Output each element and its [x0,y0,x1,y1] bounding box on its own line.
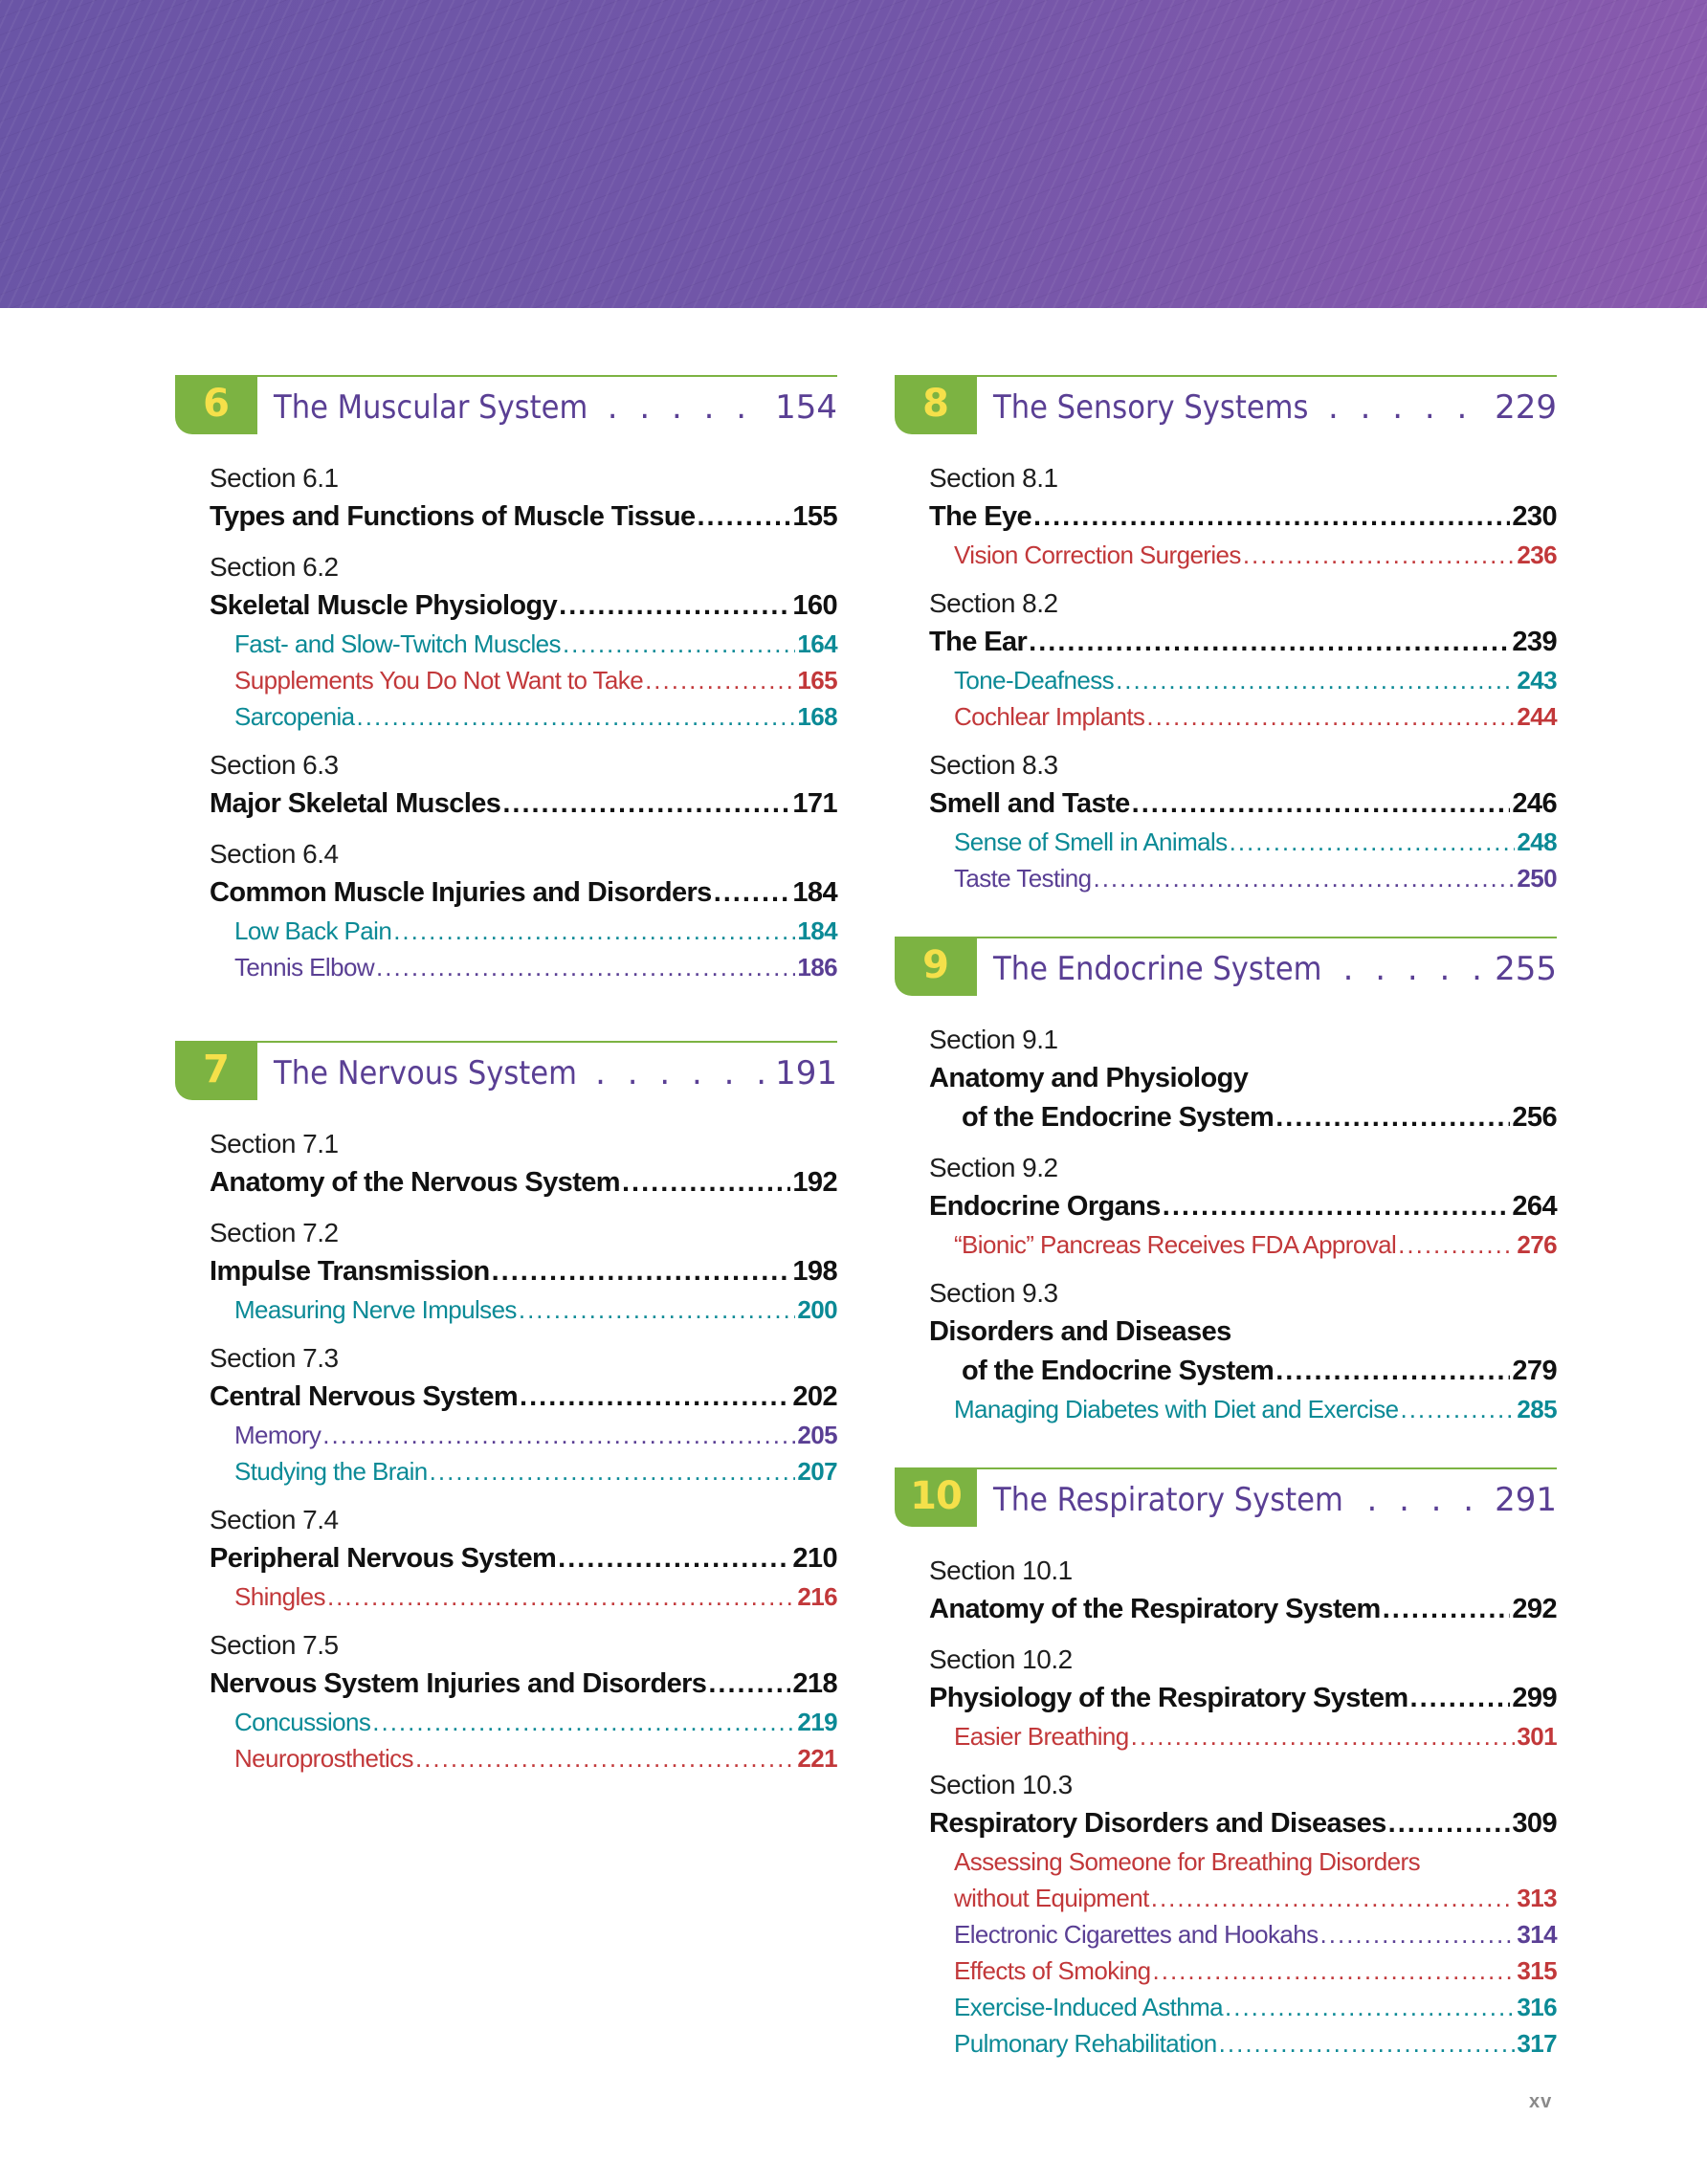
feature-row[interactable] [210,1578,837,1615]
dot-leader [376,949,795,985]
section-title[interactable]: Physiology of the Respiratory System [929,1683,1408,1713]
feature-title[interactable]: Cochlear Implants [954,702,1145,731]
section-title-row[interactable] [210,1539,837,1578]
chapter-page: 154 [775,388,837,427]
feature-page: 317 [1517,2029,1557,2058]
dot-leader [1410,1679,1511,1718]
section-entry [210,548,837,735]
section-entry [929,1766,1557,2062]
section-title-row[interactable] [929,497,1557,537]
dot-leader [1275,1352,1510,1391]
section-number: Section 10.1 [929,1555,1073,1585]
feature-title[interactable]: Low Back Pain [234,916,392,945]
section-entry [929,1274,1557,1427]
section-title[interactable]: Impulse Transmission [210,1256,490,1287]
feature-row[interactable] [210,626,837,662]
section-number: Section 9.1 [929,1025,1058,1054]
dot-leader [595,1054,767,1092]
section-title[interactable]: of the Endocrine System [962,1102,1275,1133]
dot-leader [1116,662,1515,698]
section-entry [210,835,837,985]
feature-row[interactable] [929,698,1557,735]
feature-title[interactable]: Measuring Nerve Impulses [234,1295,517,1324]
section-title[interactable]: Nervous System Injuries and Disorders [210,1668,707,1699]
chapter-block [175,1041,837,1776]
dot-leader [1131,1718,1516,1754]
feature-title[interactable]: Sarcopenia [234,702,355,731]
section-number: Section 6.4 [210,839,339,869]
feature-row[interactable] [929,1226,1557,1263]
feature-title[interactable]: Shingles [234,1582,325,1611]
section-title-row[interactable] [929,784,1557,824]
feature-page: 205 [797,1421,837,1449]
feature-title[interactable]: Effects of Smoking [954,1956,1151,1985]
feature-row[interactable] [210,1740,837,1776]
chapter-title-row[interactable] [993,1481,1557,1519]
feature-page: 184 [797,916,837,945]
section-title[interactable]: Smell and Taste [929,788,1130,819]
section-number: Section 6.2 [210,552,339,582]
section-entry [210,1125,837,1202]
feature-row[interactable] [929,662,1557,698]
dot-leader [1153,1952,1516,1989]
section-page: 155 [792,501,837,532]
chapter-title[interactable]: The Respiratory System [993,1481,1343,1519]
section-title-row[interactable] [929,1098,1557,1137]
section-number: Section 6.3 [210,750,339,780]
dot-leader [558,1539,790,1578]
section-page: 264 [1512,1191,1557,1222]
section-number: Section 7.3 [210,1343,339,1373]
feature-page: 316 [1517,1993,1557,2021]
section-page: 309 [1512,1808,1557,1839]
chapter-title-row[interactable] [993,950,1557,988]
section-title-row[interactable] [929,1590,1557,1629]
section-entry [210,746,837,824]
feature-title[interactable]: Electronic Cigarettes and Hookahs [954,1920,1319,1949]
section-number: Section 9.2 [929,1153,1058,1182]
chapter-page: 229 [1495,388,1557,427]
section-title-row[interactable] [929,623,1557,662]
section-page: 210 [792,1543,837,1574]
section-title-row[interactable] [210,1163,837,1202]
section-number: Section 7.2 [210,1218,339,1247]
section-entry [929,1641,1557,1754]
section-title-row[interactable] [210,1378,837,1417]
section-entry [210,1626,837,1776]
section-number: Section 10.2 [929,1644,1073,1674]
chapter-heading[interactable] [895,375,1557,438]
feature-page: 186 [797,953,837,982]
section-page: 239 [1512,627,1557,657]
feature-row[interactable] [929,824,1557,860]
dot-leader [645,662,795,698]
dot-leader [1029,623,1510,662]
dot-leader [1398,1226,1515,1263]
feature-title[interactable]: Exercise-Induced Asthma [954,1993,1224,2021]
feature-page: 168 [797,702,837,731]
section-entry [929,1021,1557,1137]
feature-title[interactable]: Supplements You Do Not Want to Take [234,666,644,695]
section-title-row[interactable] [210,873,837,913]
dot-leader [1151,1880,1516,1916]
section-number: Section 8.1 [929,463,1058,493]
section-entry [929,1149,1557,1263]
dot-leader [1343,950,1487,988]
section-title-text[interactable]: Anatomy and Physiology [929,1063,1249,1093]
section-number: Section 6.1 [210,463,339,493]
dot-leader [1163,1187,1511,1226]
feature-row[interactable] [210,1704,837,1740]
dot-leader [415,1740,795,1776]
section-title[interactable]: Common Muscle Injuries and Disorders [210,877,712,908]
feature-title[interactable]: Pulmonary Rehabilitation [954,2029,1217,2058]
dot-leader [393,913,795,949]
feature-title[interactable]: Memory [234,1421,321,1449]
dot-leader [1093,860,1515,896]
section-page: 256 [1512,1102,1557,1133]
section-entry [210,1339,837,1489]
dot-leader [1033,497,1510,537]
chapter-title[interactable]: The Muscular System [274,388,588,427]
dot-leader [1132,784,1511,824]
dot-leader [708,1665,790,1704]
section-number: Section 9.3 [929,1278,1058,1308]
feature-page: 315 [1517,1956,1557,1985]
feature-title[interactable]: Tennis Elbow [234,953,374,982]
feature-page: 285 [1517,1395,1557,1423]
section-title-row[interactable] [929,1804,1557,1843]
dot-leader [519,1291,796,1328]
section-title-row[interactable] [210,1252,837,1291]
feature-title[interactable]: Tone-Deafness [954,666,1115,695]
section-page: 198 [792,1256,837,1287]
feature-row[interactable] [929,1952,1557,1989]
section-title-row[interactable] [929,1352,1557,1391]
section-page: 292 [1512,1594,1557,1624]
header-banner [0,0,1707,308]
section-entry [929,585,1557,735]
feature-page: 221 [797,1744,837,1773]
section-number: Section 10.3 [929,1770,1073,1799]
feature-page: 200 [797,1295,837,1324]
dot-leader [1383,1590,1511,1629]
section-number: Section 7.4 [210,1505,339,1534]
section-page: 218 [792,1668,837,1699]
chapter-page: 191 [775,1054,837,1092]
feature-page: 276 [1517,1230,1557,1259]
feature-page: 219 [797,1708,837,1736]
toc-left-column [175,375,837,1788]
feature-page: 248 [1517,827,1557,856]
section-title[interactable]: Respiratory Disorders and Diseases [929,1808,1386,1839]
section-number: Section 7.1 [210,1129,339,1158]
chapter-title[interactable]: The Sensory Systems [993,388,1309,427]
feature-title-cont[interactable]: without Equipment [954,1884,1149,1912]
section-title[interactable]: The Ear [929,627,1028,657]
feature-row[interactable] [929,1391,1557,1427]
chapter-page: 255 [1495,950,1557,988]
feature-row[interactable] [929,1718,1557,1754]
dot-leader [697,497,790,537]
feature-page: 165 [797,666,837,695]
feature-row[interactable] [929,860,1557,896]
dot-leader [1388,1804,1511,1843]
chapter-page: 291 [1495,1481,1557,1519]
section-title[interactable]: Major Skeletal Muscles [210,788,501,819]
chapter-number-tab: 7 [175,1043,257,1100]
section-page: 279 [1512,1356,1557,1386]
section-entry [210,459,837,537]
dot-leader [1328,388,1487,427]
dot-leader [520,1378,790,1417]
chapter-heading[interactable] [895,1467,1557,1531]
feature-title[interactable]: Concussions [234,1708,371,1736]
feature-row[interactable] [210,1417,837,1453]
section-page: 202 [792,1381,837,1412]
page-folio: xv [1529,2091,1553,2112]
section-title-row[interactable] [210,1665,837,1704]
chapter-title-row[interactable] [274,1054,837,1092]
feature-title[interactable]: Assessing Someone for Breathing Disorders [954,1847,1420,1876]
feature-row[interactable] [210,698,837,735]
feature-page: 314 [1517,1920,1557,1949]
section-title[interactable]: Anatomy of the Respiratory System [929,1594,1381,1624]
feature-row[interactable] [210,949,837,985]
feature-page: 301 [1517,1722,1557,1751]
dot-leader [1275,1098,1510,1137]
chapter-heading[interactable] [175,1041,837,1104]
chapter-block [175,375,837,985]
feature-title[interactable]: “Bionic” Pancreas Receives FDA Approval [954,1230,1397,1259]
feature-title[interactable]: Neuroprosthetics [234,1744,413,1773]
section-page: 230 [1512,501,1557,532]
section-entry [929,459,1557,573]
section-title[interactable]: Central Nervous System [210,1381,519,1412]
feature-page: 243 [1517,666,1557,695]
section-title[interactable]: of the Endocrine System [962,1356,1275,1386]
dot-leader [608,388,767,427]
feature-title[interactable]: Easier Breathing [954,1722,1129,1751]
feature-row[interactable] [210,1291,837,1328]
feature-title[interactable]: Managing Diabetes with Diet and Exercise [954,1395,1399,1423]
section-page: 192 [792,1167,837,1198]
dot-leader [322,1417,795,1453]
dot-leader [1243,537,1516,573]
feature-title[interactable]: Sense of Smell in Animals [954,827,1228,856]
section-title-row[interactable] [929,1187,1557,1226]
dot-leader [1225,1989,1515,2025]
section-title-row[interactable] [210,497,837,537]
feature-title[interactable]: Fast- and Slow-Twitch Muscles [234,629,561,658]
feature-title[interactable]: Vision Correction Surgeries [954,540,1241,569]
dot-leader [622,1163,790,1202]
chapter-title-row[interactable] [993,388,1557,427]
section-title[interactable]: The Eye [929,501,1032,532]
dot-leader [502,784,790,824]
feature-page: 313 [1517,1884,1557,1912]
section-title[interactable]: Endocrine Organs [929,1191,1161,1222]
section-page: 246 [1512,788,1557,819]
feature-page: 207 [797,1457,837,1486]
section-entry [929,1552,1557,1629]
toc-right-column [895,375,1557,2073]
feature-page: 164 [797,629,837,658]
feature-page: 250 [1517,864,1557,893]
feature-page: 244 [1517,702,1557,731]
section-title[interactable]: Anatomy of the Nervous System [210,1167,620,1198]
dot-leader [1146,698,1515,735]
chapter-block [895,1467,1557,2062]
chapter-heading[interactable] [895,937,1557,1000]
chapter-number-tab: 6 [175,377,257,434]
feature-page: 236 [1517,540,1557,569]
section-entry [210,1214,837,1328]
feature-row[interactable] [210,662,837,698]
dot-leader [563,626,795,662]
section-title[interactable]: Peripheral Nervous System [210,1543,557,1574]
feature-page: 216 [797,1582,837,1611]
section-title[interactable]: Skeletal Muscle Physiology [210,590,558,621]
dot-leader [1320,1916,1516,1952]
feature-row[interactable] [929,1880,1557,1916]
section-title-line[interactable] [929,1313,1557,1352]
chapter-title-row[interactable] [274,388,837,427]
chapter-number-tab: 10 [895,1469,977,1527]
chapter-block [895,375,1557,896]
section-title-row[interactable] [929,1679,1557,1718]
chapter-block [895,937,1557,1427]
feature-row[interactable] [929,1916,1557,1952]
chapter-title[interactable]: The Endocrine System [993,950,1322,988]
feature-row[interactable] [929,1989,1557,2025]
dot-leader [1366,1481,1487,1519]
dot-leader [327,1578,795,1615]
chapter-title[interactable]: The Nervous System [274,1054,577,1092]
feature-row[interactable] [929,2025,1557,2062]
chapter-number-tab: 9 [895,938,977,996]
section-number: Section 7.5 [210,1630,339,1660]
dot-leader [1219,2025,1516,2062]
section-title-text[interactable]: Disorders and Diseases [929,1316,1231,1347]
section-page: 171 [792,788,837,819]
dot-leader [714,873,791,913]
feature-title[interactable]: Taste Testing [954,864,1092,893]
feature-row[interactable] [210,1453,837,1489]
dot-leader [559,586,790,626]
dot-leader [430,1453,796,1489]
chapter-heading[interactable] [175,375,837,438]
section-title-line[interactable] [929,1059,1557,1098]
section-page: 184 [792,877,837,908]
section-title-row[interactable] [210,586,837,626]
dot-leader [1230,824,1516,860]
feature-row[interactable] [210,913,837,949]
section-title-row[interactable] [210,784,837,824]
section-entry [210,1501,837,1615]
section-entry [929,746,1557,896]
dot-leader [372,1704,795,1740]
section-number: Section 8.2 [929,588,1058,618]
dot-leader [1400,1391,1515,1427]
section-number: Section 8.3 [929,750,1058,780]
dot-leader [357,698,796,735]
feature-row[interactable] [929,537,1557,573]
feature-title-line[interactable] [929,1843,1557,1880]
dot-leader [492,1252,791,1291]
section-title[interactable]: Types and Functions of Muscle Tissue [210,501,696,532]
section-page: 299 [1512,1683,1557,1713]
chapter-number-tab: 8 [895,377,977,434]
feature-title[interactable]: Studying the Brain [234,1457,428,1486]
section-page: 160 [792,590,837,621]
